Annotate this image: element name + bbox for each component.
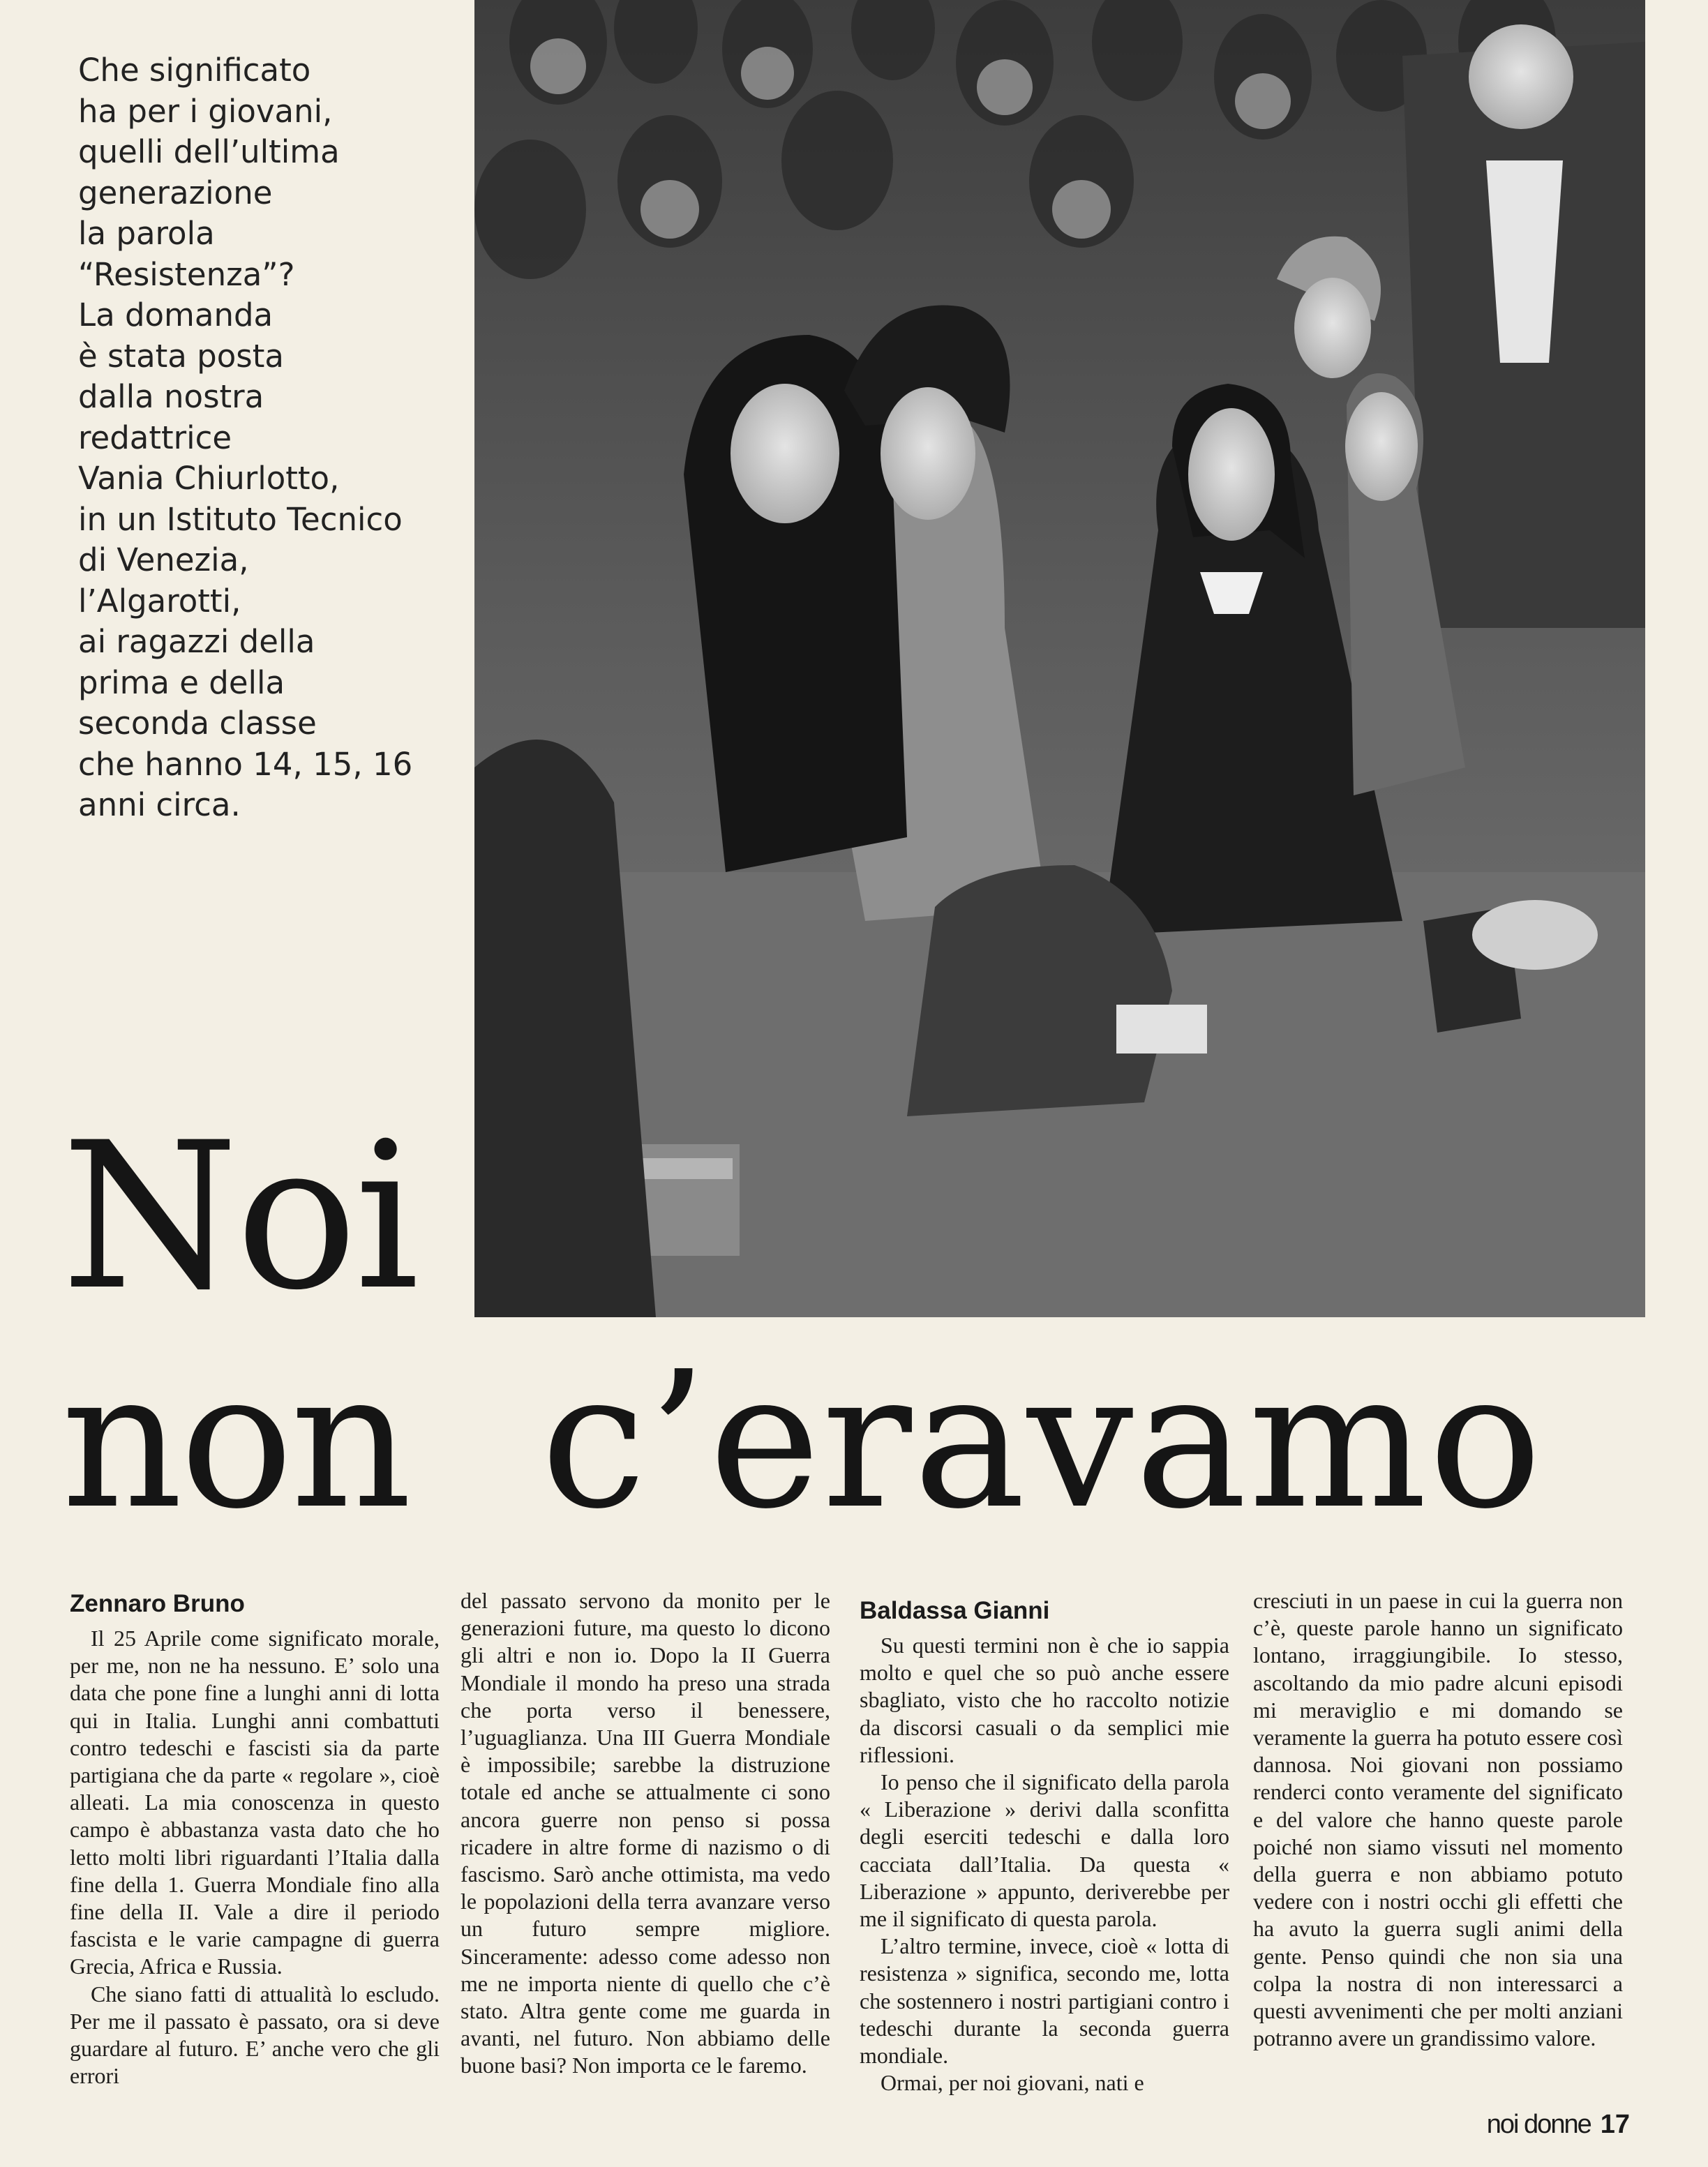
paragraph: Su questi termini non è che io sappia molto e quel che so può anche essere sbagliato, visto che ho raccolto notizie da discorsi casuali o da semplici mie riflessioni. [860, 1633, 1229, 1767]
intro-line: l’Algarotti, [78, 582, 241, 620]
author-name: Zennaro Bruno [70, 1590, 245, 1617]
headline-ceravamo: c’eravamo [541, 1330, 1543, 1550]
intro-line: che hanno 14, 15, 16 [78, 745, 413, 783]
headline-noi: Noi [61, 1100, 417, 1335]
intro-line: la parola [78, 215, 215, 252]
paragraph: Il 25 Aprile come significato morale, per me, non ne ha nessuno. E’ solo una data che pone fine a lunghi anni di lotta qui in Italia. Lunghi anni combattuti contro tedeschi e fascisti sia da parte partigiana che da parte « regolare », cioè alleati. La mia conoscenza in questo campo è abbastanza vasta dato che ho letto molti libri riguardanti l’Italia dalla fine della 1. Guerra Mondiale fino alla fine della II. Vale a dire il periodo fascista e le varie campagne di guerra Grecia, Africa e Russia. [70, 1626, 440, 1979]
intro-line: ha per i giovani, [78, 92, 333, 130]
intro-line: Vania Chiurlotto, [78, 460, 340, 497]
intro-line: seconda classe [78, 705, 317, 742]
intro-line: quelli dell’ultima [78, 133, 340, 170]
magazine-name: noi donne [1486, 2110, 1591, 2139]
intro-line: di Venezia, [78, 541, 249, 578]
intro-line: “Resistenza”? [78, 255, 295, 293]
intro-line: ai ragazzi della [78, 623, 315, 660]
intro-line: in un Istituto Tecnico [78, 500, 403, 538]
intro-line: prima e della [78, 663, 285, 701]
headline-non: non [61, 1330, 410, 1550]
intro-line: è stata posta [78, 337, 284, 375]
article-column-4 [1253, 1587, 1623, 2052]
paragraph: del passato servono da monito per le generazioni future, ma questo lo dicono gli altri e non io. Dopo la II Guerra Mondiale il mondo ha preso una strada che porta verso il benessere, l’uguaglianza. Una III Guerra Mondiale è impossibile; sarebbe la distruzione totale ed anche se attualmente ci sono ancora guerre non penso si possa ricadere in altre forme di nazismo o di fascismo. Sarò anche ottimista, ma vedo le popolazioni della terra avanzare verso un futuro sempre migliore. Sinceramente: adesso come adesso non me ne importa niente di quello che c’è stato. Altra gente come me guarda in avanti, nel futuro. Non abbiamo delle buone basi? Non importa ce le faremo. [460, 1588, 830, 2078]
paragraph: Io penso che il significato della parola « Liberazione » derivi dalla sconfitta degli eserciti tedeschi e dalla loro cacciata dall’Italia. Da questa « Liberazione » appunto, deriverebbe per me il significato di questa parola. [860, 1769, 1229, 1932]
article-column-3 [860, 1587, 1229, 2097]
intro-line: La domanda [78, 297, 274, 333]
intro-line: redattrice [78, 419, 232, 456]
paragraph: cresciuti in un paese in cui la guerra non c’è, queste parole hanno un significato lontano, irraggiungibile. Io stesso, ascoltando da mio padre alcuni episodi mi meraviglio e mi domando se veramente la guerra ha potuto essere così dannosa. Noi giovani non possiamo renderci conto veramente del significato e del valore che hanno queste parole poiché non siamo vissuti nel momento della guerra e non abbiamo potuto vedere con i nostri occhi gli effetti che ha avuto la guerra sugli animi della gente. Penso quindi che non sia una colpa la nostra di non interessarci a questi avvenimenti che per molti anziani potranno avere un grandissimo valore. [1253, 1588, 1623, 2051]
article-column-1 [70, 1587, 440, 2090]
intro-line: generazione [78, 174, 273, 211]
intro-text [78, 50, 469, 826]
paragraph: L’altro termine, invece, cioè « lotta di resistenza » significa, secondo me, lotta che sostennero i nostri partigiani contro i tedeschi durante la seconda guerra mondiale. [860, 1933, 1229, 2069]
article-column-2 [460, 1587, 830, 2080]
intro-line: Che significato [78, 52, 311, 89]
paragraph: Che siano fatti di attualità lo escludo. Per me il passato è passato, ora si deve guardare al futuro. E’ anche vero che gli errori [70, 1981, 440, 2089]
intro-line: anni circa. [78, 786, 241, 823]
students-photo [474, 0, 1645, 1317]
paragraph: Ormai, per noi giovani, nati e [881, 2070, 1144, 2096]
author-name: Baldassa Gianni [860, 1597, 1050, 1624]
page-footer [1487, 2110, 1630, 2140]
intro-line: dalla nostra [78, 378, 264, 415]
page-number: 17 [1600, 2110, 1630, 2139]
